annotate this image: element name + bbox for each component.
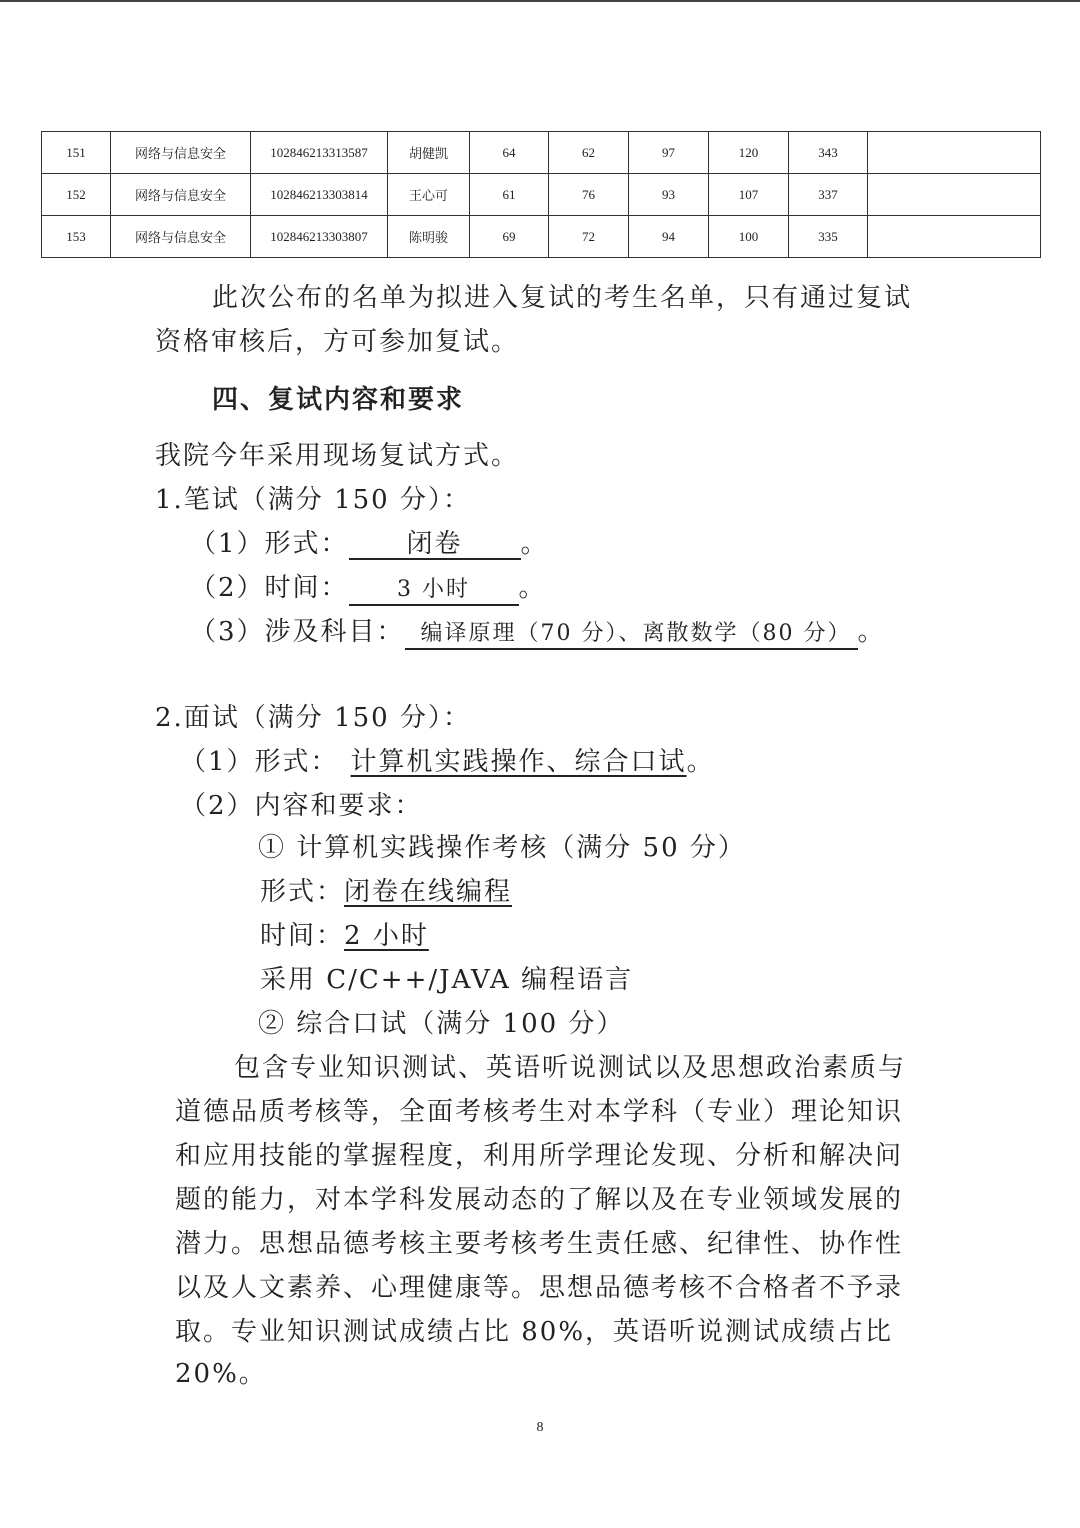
table-cell <box>868 216 1041 258</box>
written-form-value: 闭卷 <box>349 530 521 560</box>
table-row <box>42 132 1041 174</box>
practice-language: 采用 C/C++/JAVA 编程语言 <box>260 965 634 995</box>
interview-content-label: （2）内容和要求： <box>180 791 423 821</box>
table-cell: 102846213303807 <box>251 216 388 258</box>
oral-paragraph-line: 道德品质考核等，全面考核考生对本学科（专业）理论知识 <box>175 1097 904 1127</box>
written-time-period: 。 <box>518 573 547 603</box>
table-cell: 64 <box>470 132 549 174</box>
written-time-line <box>190 572 547 606</box>
written-form-label: （1）形式： <box>190 529 349 559</box>
written-subjects-label: （3）涉及科目： <box>190 617 405 647</box>
section-intro: 我院今年采用现场复试方式。 <box>155 441 520 471</box>
interview-form-value: 计算机实践操作、综合口试 <box>350 747 687 777</box>
table-cell: 97 <box>629 132 709 174</box>
oral-paragraph-line: 题的能力，对本学科发展动态的了解以及在专业领域发展的 <box>175 1185 904 1215</box>
table-cell: 62 <box>549 132 629 174</box>
practice-time-line <box>260 920 429 952</box>
table-cell <box>868 132 1041 174</box>
written-form-period: 。 <box>520 529 549 559</box>
oral-paragraph-line: 潜力。思想品德考核主要考核考生责任感、纪律性、协作性 <box>175 1229 904 1259</box>
table-cell: 王心可 <box>388 174 470 216</box>
table-cell: 152 <box>42 174 111 216</box>
table-cell: 网络与信息安全 <box>111 174 251 216</box>
practice-exam-title: ① 计算机实践操作考核（满分 50 分） <box>258 833 746 863</box>
table-cell: 102846213303814 <box>251 174 388 216</box>
practice-form-value: 闭卷在线编程 <box>344 877 513 907</box>
interview-form-period: 。 <box>686 747 715 777</box>
table-cell: 120 <box>709 132 789 174</box>
interview-form-label: （1）形式： <box>180 747 339 777</box>
page-number: 8 <box>536 1420 544 1435</box>
oral-paragraph-line: 20%。 <box>175 1359 267 1389</box>
table-cell: 335 <box>789 216 868 258</box>
table-cell: 61 <box>470 174 549 216</box>
oral-paragraph-line: 以及人文素养、心理健康等。思想品德考核不合格者不予录 <box>175 1273 904 1303</box>
table-cell: 胡健凯 <box>388 132 470 174</box>
table-cell: 94 <box>629 216 709 258</box>
table-cell: 76 <box>549 174 629 216</box>
written-subjects-period: 。 <box>857 617 886 647</box>
oral-paragraph-line: 包含专业知识测试、英语听说测试以及思想政治素质与 <box>234 1053 907 1083</box>
written-form-line <box>190 528 549 560</box>
table-cell: 72 <box>549 216 629 258</box>
table-cell: 343 <box>789 132 868 174</box>
practice-time-label: 时间： <box>260 921 345 951</box>
table-cell: 102846213313587 <box>251 132 388 174</box>
page-top-border <box>0 0 1080 2</box>
table-cell: 100 <box>709 216 789 258</box>
oral-paragraph-line: 取。专业知识测试成绩占比 80%，英语听说测试成绩占比 <box>175 1317 894 1347</box>
practice-form-label: 形式： <box>260 877 345 907</box>
written-time-label: （2）时间： <box>190 573 349 603</box>
oral-paragraph-line: 和应用技能的掌握程度，利用所学理论发现、分析和解决问 <box>175 1141 904 1171</box>
table-cell <box>868 174 1041 216</box>
table-cell: 153 <box>42 216 111 258</box>
written-exam-title: 1.笔试（满分 150 分）： <box>155 485 471 515</box>
interview-form-line <box>180 746 715 778</box>
interview-title: 2.面试（满分 150 分）： <box>155 703 471 733</box>
table-cell: 陈明骏 <box>388 216 470 258</box>
written-time-value: 3 小时 <box>349 576 519 606</box>
table-cell: 151 <box>42 132 111 174</box>
table-cell: 网络与信息安全 <box>111 132 251 174</box>
practice-time-value: 2 小时 <box>344 921 429 951</box>
section-heading: 四、复试内容和要求 <box>212 385 465 415</box>
table-cell: 337 <box>789 174 868 216</box>
table-cell: 93 <box>629 174 709 216</box>
table-cell: 网络与信息安全 <box>111 216 251 258</box>
table-row <box>42 174 1041 216</box>
table-cell: 69 <box>470 216 549 258</box>
candidate-table <box>41 131 1041 258</box>
oral-exam-title: ② 综合口试（满分 100 分） <box>258 1009 625 1039</box>
table-row <box>42 216 1041 258</box>
practice-form-line <box>260 876 512 908</box>
written-subjects-line <box>190 616 886 650</box>
written-subjects-value: 编译原理（70 分）、离散数学（80 分） <box>405 620 858 650</box>
notice-line-2: 资格审核后，方可参加复试。 <box>155 327 520 357</box>
notice-line-1: 此次公布的名单为拟进入复试的考生名单，只有通过复试 <box>212 283 913 313</box>
table-cell: 107 <box>709 174 789 216</box>
